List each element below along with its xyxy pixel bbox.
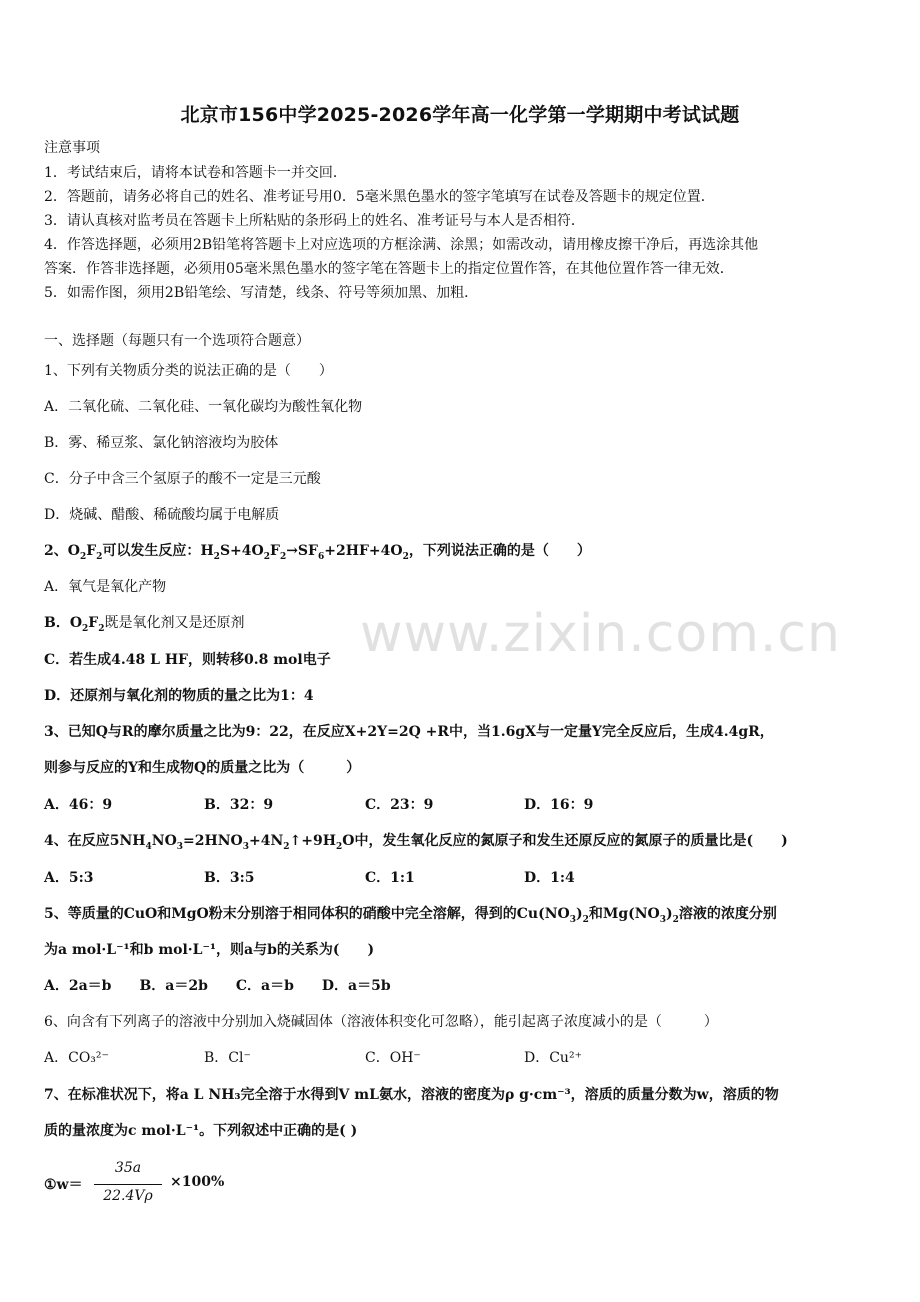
notice-item: 3．请认真核对监考员在答题卡上所粘贴的条形码上的姓名、准考证号与本人是否相符． bbox=[44, 213, 585, 229]
question-1-option-a: A．二氧化硫、二氧化硅、一氧化碳均为酸性氧化物 bbox=[44, 399, 363, 415]
question-2-tail: ，下列说法正确的是（ ） bbox=[408, 543, 591, 559]
question-5-text: 溶液的浓度分别 bbox=[678, 906, 777, 922]
question-3-option-c: C．23：9 bbox=[365, 797, 434, 813]
question-6-stem: 6、向含有下列离子的溶液中分别加入烧碱固体（溶液体积变化可忽略），能引起离子浓度减小的是（ ） bbox=[44, 1014, 718, 1030]
formula-tail: ×100% bbox=[170, 1174, 225, 1190]
question-2-option-c: C．若生成4.48 L HF，则转移0.8 mol电子 bbox=[44, 652, 331, 668]
question-1-option-d: D．烧碱、醋酸、稀硫酸均属于电解质 bbox=[44, 507, 280, 523]
fraction-numerator: 35a bbox=[114, 1160, 142, 1176]
notice-heading: 注意事项 bbox=[44, 140, 100, 156]
question-5-stem bbox=[44, 904, 777, 924]
question-7-stem-cont: 质的量浓度为c mol·L⁻¹。下列叙述中正确的是( ) bbox=[44, 1123, 358, 1139]
question-4-option-d: D．1:4 bbox=[524, 870, 575, 886]
notice-item: 1．考试结束后，请将本试卷和答题卡一并交回． bbox=[44, 165, 347, 181]
question-6-option-b: B．Cl⁻ bbox=[204, 1050, 251, 1066]
fraction bbox=[88, 1158, 168, 1210]
question-7-stem: 7、在标准状况下，将a L NH₃完全溶于水得到V mL氨水，溶液的密度为ρ g·cm⁻³，溶质的质量分数为w，溶质的物 bbox=[44, 1087, 779, 1103]
chem-formula: $Cu(NO_3)_2$和$Mg(NO_3)_2$ bbox=[516, 906, 679, 925]
question-4-option-c: C．1:1 bbox=[365, 870, 415, 886]
option-text: 既是氧化剂又是还原剂 bbox=[104, 615, 245, 631]
formula-lead: ①w＝ bbox=[44, 1177, 83, 1193]
question-3-stem-cont: 则参与反应的Y和生成物Q的质量之比为（ ） bbox=[44, 760, 361, 776]
chem-equation: $5NH_4NO_3=2HNO_3+4N_2↑+9H_2O$ bbox=[109, 833, 355, 852]
question-2-option-b: B．$O_2F_2$既是氧化剂又是还原剂 bbox=[44, 615, 245, 634]
question-4-option-a: A．5:3 bbox=[44, 870, 94, 886]
notice-item: 5．如需作图，须用2B铅笔绘、写清楚，线条、符号等须加黑、加粗． bbox=[44, 285, 479, 301]
question-number: 4、在反应 bbox=[44, 833, 110, 849]
question-3-option-b: B．32：9 bbox=[204, 797, 274, 813]
question-number: 2、 bbox=[44, 543, 68, 559]
page-title: 北京市156中学2025-2026学年高一化学第一学期期中考试试题 bbox=[180, 104, 740, 126]
question-5-stem-cont: 为a mol·L⁻¹和b mol·L⁻¹，则a与b的关系为( ) bbox=[44, 942, 375, 958]
notice-item: 答案．作答非选择题，必须用05毫米黑色墨水的签字笔在答题卡上的指定位置作答，在其他位置作答一律无效． bbox=[44, 261, 734, 277]
question-2-stem: 2、$O_2F_2$可以发生反应：$H_2S+4O_2F_2\to SF_6+2HF+4O_2$，下列说法正确的是（ ） bbox=[44, 543, 591, 562]
notice-item: 2．答题前，请务必将自己的姓名、准考证号用0．5毫米黑色墨水的签字笔填写在试卷及答题卡的规定位置． bbox=[44, 189, 715, 205]
question-4-tail: 中，发生氧化反应的氮原子和发生还原反应的氮原子的质量比是( ) bbox=[354, 833, 788, 849]
question-4-stem bbox=[44, 831, 788, 851]
question-2-option-d: D．还原剂与氧化剂的物质的量之比为1：4 bbox=[44, 688, 314, 704]
question-5-text: 5、等质量的CuO和MgO粉末分别溶于相同体积的硝酸中完全溶解，得到的 bbox=[44, 906, 517, 922]
question-1-stem: 1、下列有关物质分类的说法正确的是（ ） bbox=[44, 363, 333, 379]
question-6-option-d: D．Cu²⁺ bbox=[524, 1050, 582, 1066]
question-3-option-d: D．16：9 bbox=[524, 797, 594, 813]
chem-equation: $H_2S+4O_2F_2\to SF_6+2HF+4O_2$ bbox=[200, 543, 409, 562]
fraction-bar bbox=[94, 1184, 162, 1185]
section-heading: 一、选择题（每题只有一个选项符合题意） bbox=[44, 333, 310, 349]
chem-formula: $O_2F_2$ bbox=[67, 543, 103, 562]
question-1-option-b: B．雾、稀豆浆、氯化钠溶液均为胶体 bbox=[44, 435, 279, 451]
question-4-option-b: B．3:5 bbox=[204, 870, 255, 886]
question-6-option-c: C．OH⁻ bbox=[365, 1050, 421, 1066]
notice-item: 4．作答选择题，必须用2B铅笔将答题卡上对应选项的方框涂满、涂黑；如需改动，请用橡皮擦干净后，再选涂其他 bbox=[44, 237, 759, 253]
question-2-option-a: A．氧气是氧化产物 bbox=[44, 579, 167, 595]
fraction-denominator: 22.4Vρ bbox=[103, 1188, 153, 1204]
question-3-stem: 3、已知Q与R的摩尔质量之比为9：22，在反应X+2Y=2Q +R中，当1.6gX与一定量Y完全反应后，生成4.4gR， bbox=[44, 724, 774, 740]
question-5-options: A．2a＝b B．a＝2b C．a＝b D．a＝5b bbox=[44, 978, 391, 994]
question-1-option-c: C．分子中含三个氢原子的酸不一定是三元酸 bbox=[44, 471, 321, 487]
watermark: www.zixin.com.cn bbox=[360, 604, 841, 664]
question-6-option-a: A．CO₃²⁻ bbox=[44, 1050, 109, 1066]
question-3-option-a: A．46：9 bbox=[44, 797, 113, 813]
